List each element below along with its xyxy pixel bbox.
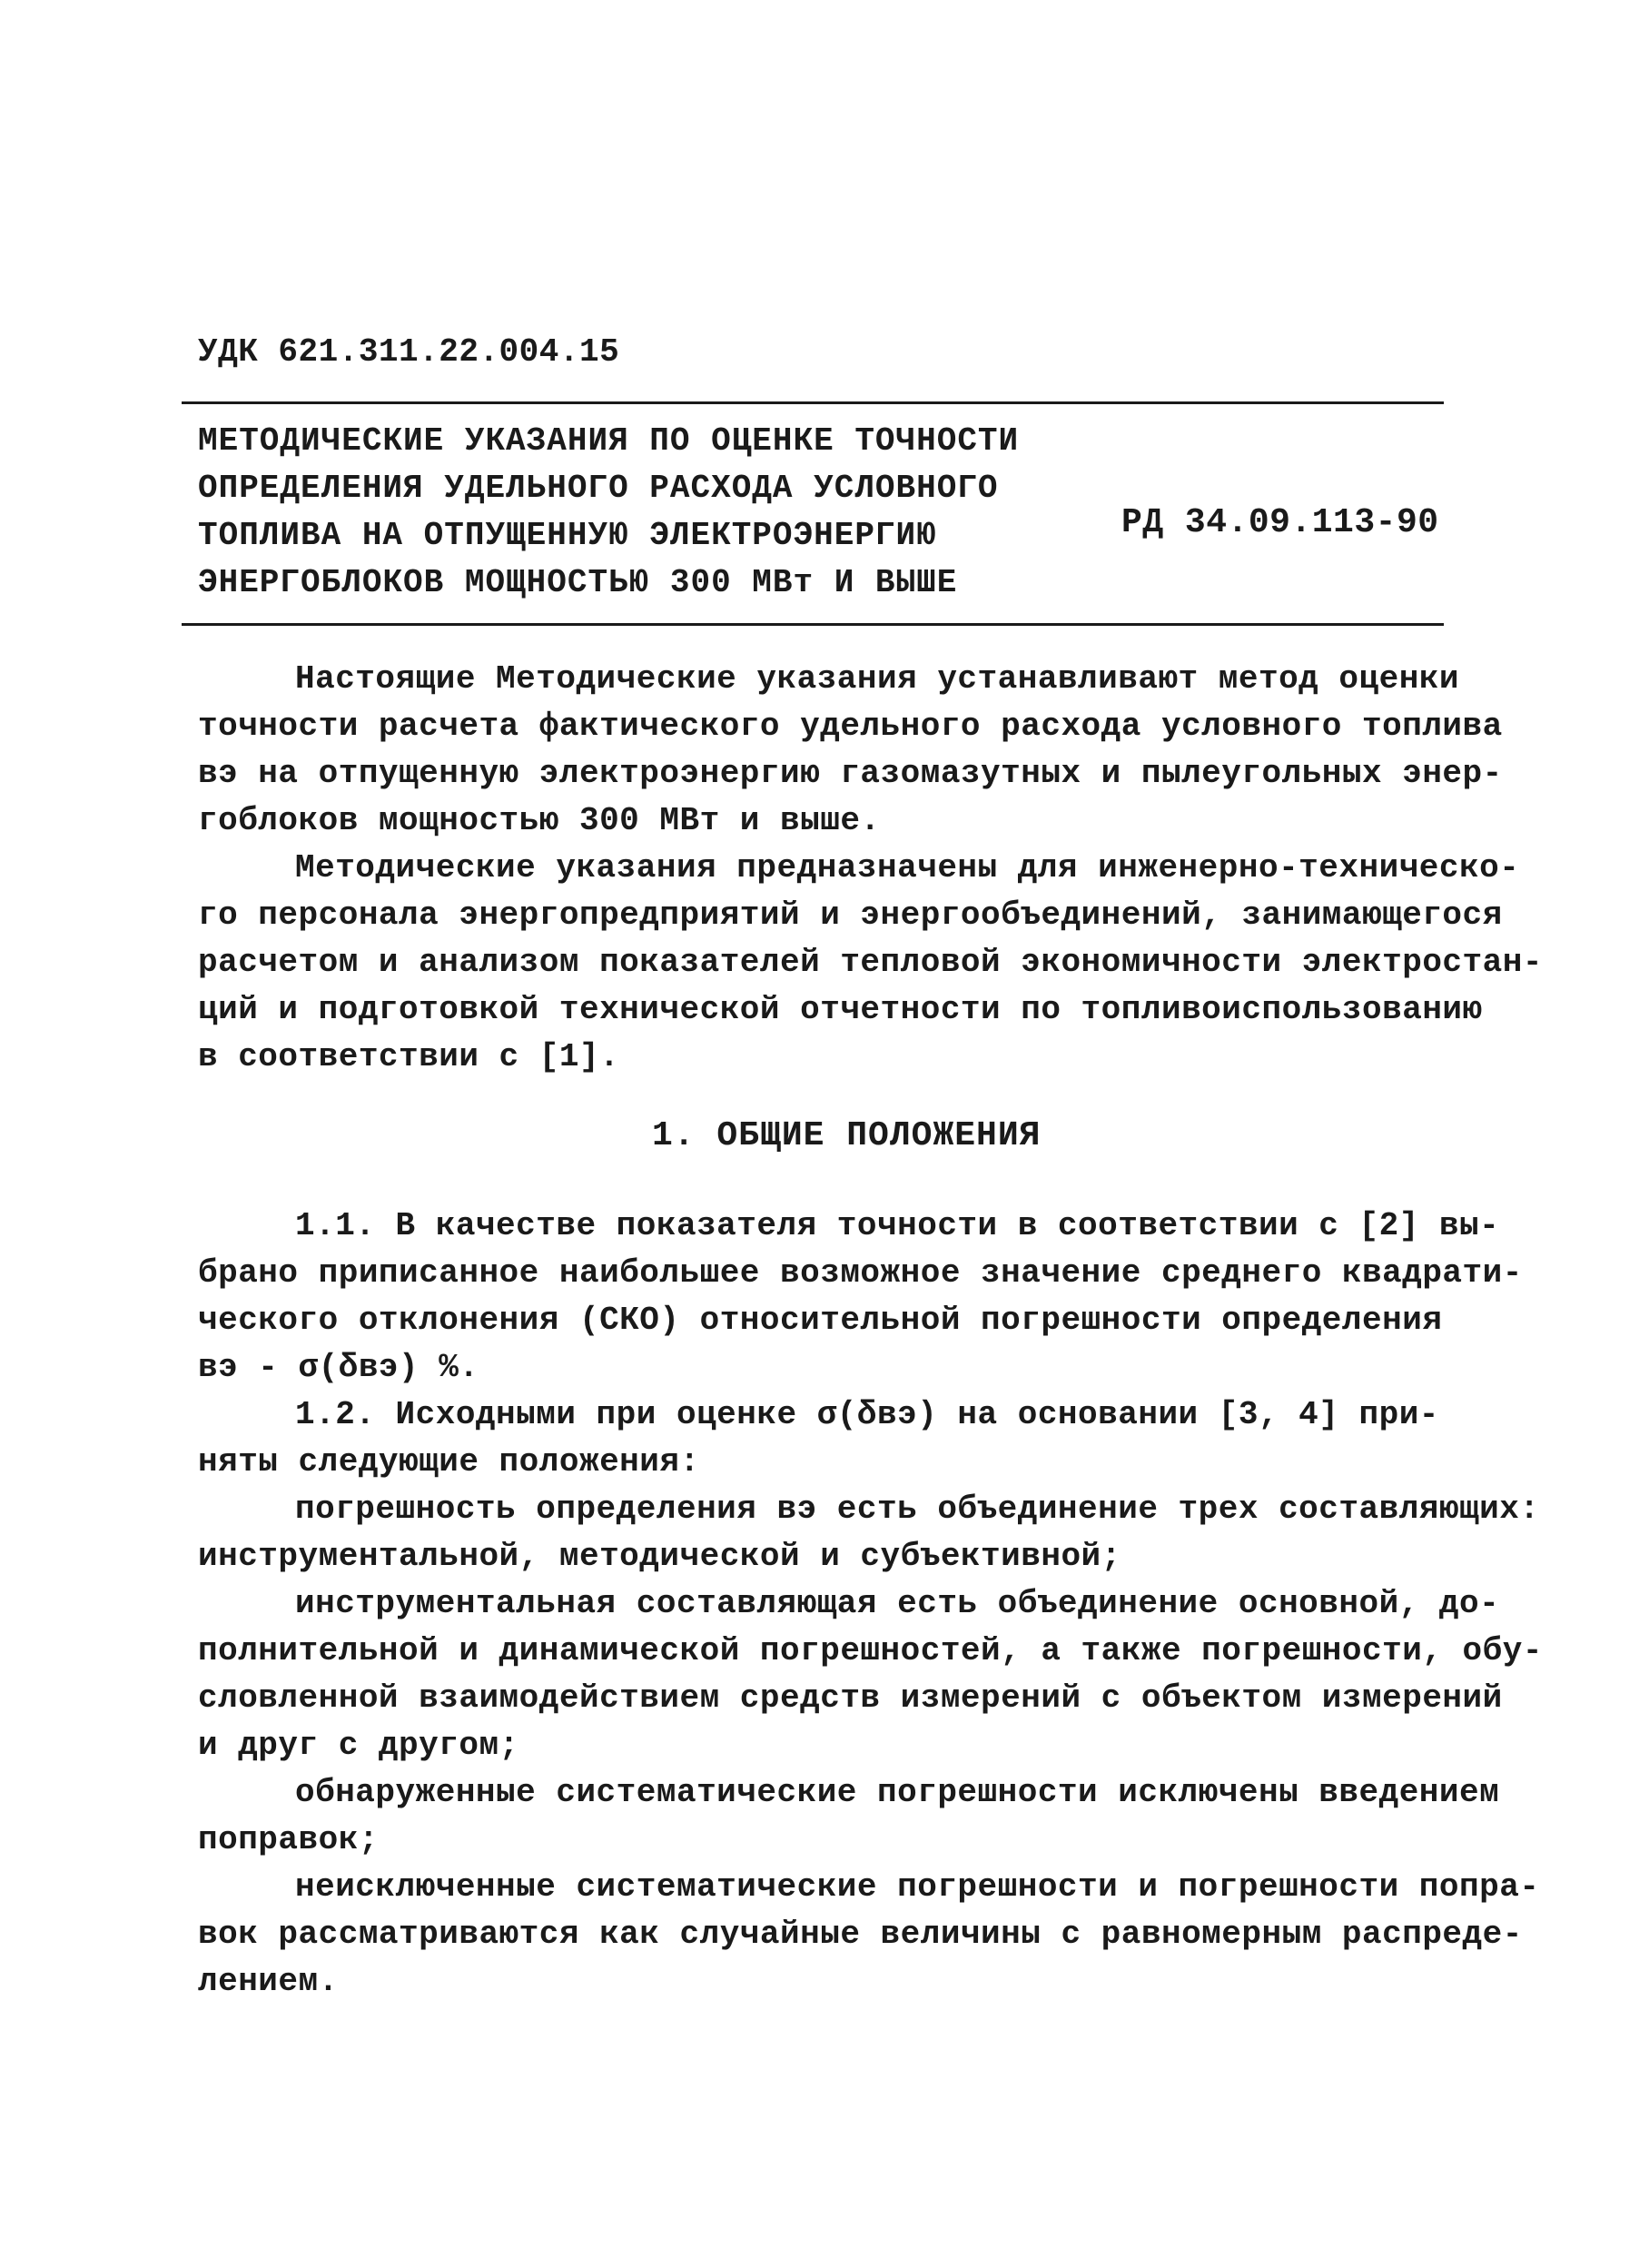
section-line: брано приписанное наибольшее возможное значение среднего квадрати- xyxy=(198,1254,1523,1292)
section-line: инструментальная составляющая есть объединение основной, до- xyxy=(295,1585,1500,1622)
doc-title-line-2: ОПРЕДЕЛЕНИЯ УДЕЛЬНОГО РАСХОДА УСЛОВНОГО xyxy=(198,470,999,507)
section-line: словленной взаимодействием средств измерений с объектом измерений xyxy=(198,1679,1503,1717)
intro-line: вэ на отпущенную электроэнергию газомазутных и пылеугольных энер- xyxy=(198,755,1503,792)
bottom-rule xyxy=(182,623,1444,626)
section-line: погрешность определения вэ есть объединение трех составляющих: xyxy=(295,1491,1540,1528)
doc-title-line-3: ТОПЛИВА НА ОТПУЩЕННУЮ ЭЛЕКТРОЭНЕРГИЮ xyxy=(198,517,937,554)
intro-line: го персонала энергопредприятий и энергообъединений, занимающегося xyxy=(198,896,1503,934)
section-line: поправок; xyxy=(198,1821,379,1858)
section-line: лением. xyxy=(198,1963,339,2000)
top-rule xyxy=(182,401,1444,404)
intro-line: Настоящие Методические указания устанавливают метод оценки xyxy=(295,660,1460,698)
intro-line: ций и подготовкой технической отчетности по топливоиспользованию xyxy=(198,991,1483,1028)
intro-line: точности расчета фактического удельного расхода условного топлива xyxy=(198,708,1503,745)
section-line: обнаруженные систематические погрешности исключены введением xyxy=(295,1774,1500,1811)
intro-line: гоблоков мощностью 300 МВт и выше. xyxy=(198,802,881,839)
intro-line: Методические указания предназначены для инженерно-техническо- xyxy=(295,849,1520,886)
section-line: няты следующие положения: xyxy=(198,1443,700,1481)
section-line: и друг с другом; xyxy=(198,1727,519,1764)
section-line: 1.1. В качестве показателя точности в соответствии с [2] вы- xyxy=(295,1207,1500,1244)
section-heading: 1. ОБЩИЕ ПОЛОЖЕНИЯ xyxy=(652,1116,1042,1155)
doc-title-line-1: МЕТОДИЧЕСКИЕ УКАЗАНИЯ ПО ОЦЕНКЕ ТОЧНОСТИ xyxy=(198,422,1020,460)
section-line: 1.2. Исходными при оценке σ(δвэ) на основании [3, 4] при- xyxy=(295,1396,1439,1433)
section-line: вок рассматриваются как случайные величины с равномерным распреде- xyxy=(198,1916,1523,1953)
doc-title-line-4: ЭНЕРГОБЛОКОВ МОЩНОСТЬЮ 300 МВт И ВЫШЕ xyxy=(198,564,958,601)
section-line: инструментальной, методической и субъективной; xyxy=(198,1538,1121,1575)
section-line: ческого отклонения (СКО) относительной погрешности определения xyxy=(198,1302,1443,1339)
section-line: неисключенные систематические погрешности и погрешности попра- xyxy=(295,1868,1540,1906)
intro-line: расчетом и анализом показателей тепловой экономичности электростан- xyxy=(198,944,1543,981)
section-line: полнительной и динамической погрешностей, а также погрешности, обу- xyxy=(198,1632,1543,1669)
intro-line: в соответствии с [1]. xyxy=(198,1038,620,1075)
section-line: вэ - σ(δвэ) %. xyxy=(198,1349,479,1386)
doc-code: РД 34.09.113-90 xyxy=(1121,503,1439,542)
udc-code: УДК 621.311.22.004.15 xyxy=(198,333,620,371)
